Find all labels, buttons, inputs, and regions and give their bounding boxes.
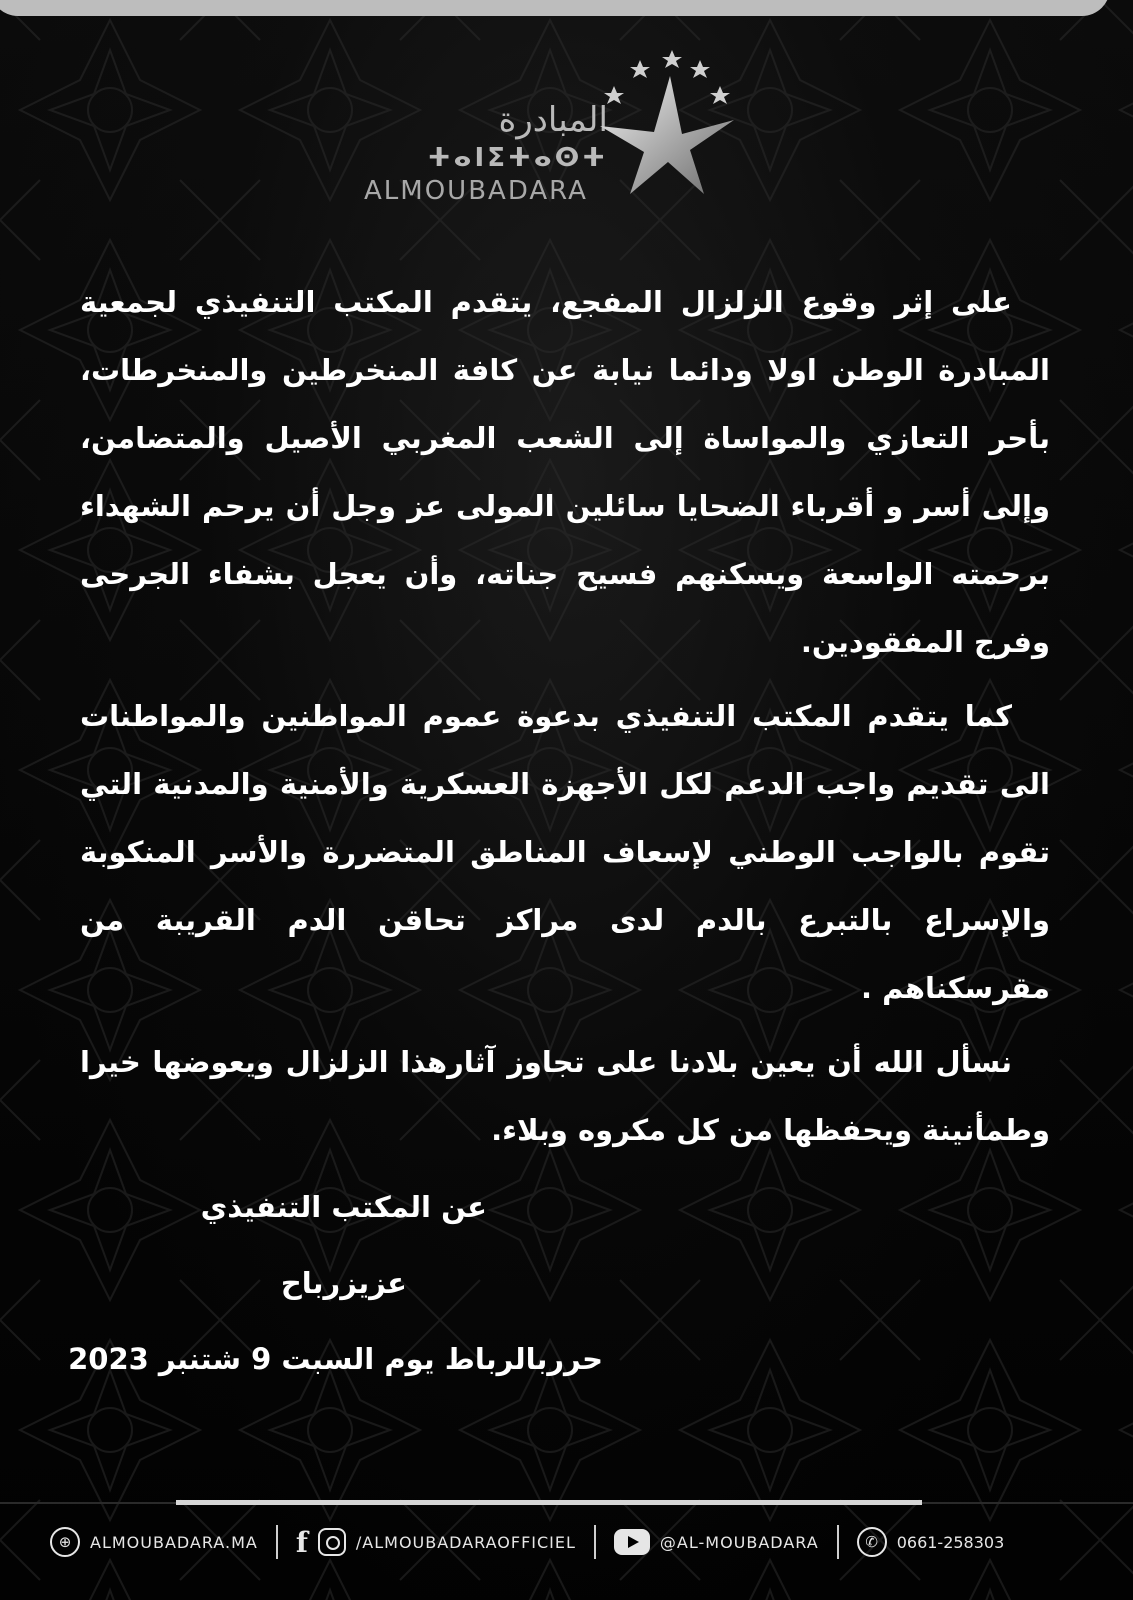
logo-latin-name: ALMOUBADARA <box>364 176 588 206</box>
star-icon <box>592 48 742 198</box>
phone-text: 0661-258303 <box>896 1532 1005 1552</box>
footer-separator <box>594 1525 596 1559</box>
signature-place-date: حرربالرباط يوم السبت 9 شتنبر 2023 <box>68 1342 603 1376</box>
footer-contacts <box>50 1520 1110 1564</box>
phone-icon: ✆ <box>857 1527 887 1557</box>
almoubadara-logo <box>360 48 760 208</box>
footer-youtube[interactable] <box>614 1529 819 1555</box>
website-text: ALMOUBADARA.MA <box>90 1532 258 1552</box>
paragraph-prayer: نسأل الله أن يعين بلادنا على تجاوز آثارهذا الزلزال ويعوضها خيرا وطمأنينة ويحفظها من كل مكروه وبلاء. <box>80 1045 1050 1147</box>
footer-website[interactable] <box>50 1527 258 1557</box>
youtube-icon <box>614 1529 650 1555</box>
footer-divider-highlight <box>176 1500 922 1505</box>
logo-tifinagh-name: ⵜⴰⵏⵉⵜⴰⵙⵜ <box>427 143 608 173</box>
footer-phone[interactable] <box>857 1527 1005 1557</box>
signature-office: عن المكتب التنفيذي <box>200 1190 487 1224</box>
top-banner-edge <box>0 0 1110 16</box>
paragraph-condolences: على إثر وقوع الزلزال المفجع، يتقدم المكتب التنفيذي لجمعية المبادرة الوطن اولا ودائما نيابة عن كافة المنخرطين والمنخرطات، بأحر التعازي والمواساة إلى الشعب المغربي الأصيل والمتضامن، وإلى أسر و أقرباء الضحايا سائلين المولى عز وجل أن يرحم الشهداء برحمته الواسعة ويسكنهم فسيح جناته، وأن يعجل بشفاء الجرحى وفرج المفقودين. <box>80 285 1050 659</box>
footer-separator <box>276 1525 278 1559</box>
signature-name: عزيزرباح <box>280 1266 407 1300</box>
footer-social[interactable] <box>296 1526 576 1559</box>
instagram-icon <box>318 1528 346 1556</box>
logo-arabic-name: المبادرة <box>498 100 608 140</box>
social-handle-text: /ALMOUBADARAOFFICIEL <box>355 1532 576 1552</box>
footer-separator <box>837 1525 839 1559</box>
letter-body <box>80 268 1050 1170</box>
globe-icon: ⊕ <box>50 1527 80 1557</box>
youtube-handle-text: @AL-MOUBADARA <box>659 1532 819 1552</box>
facebook-icon: f <box>295 1525 308 1559</box>
paragraph-call-to-support: كما يتقدم المكتب التنفيذي بدعوة عموم المواطنين والمواطنات الى تقديم واجب الدعم لكل الأجهزة العسكرية والأمنية والمدنية التي تقوم بالواجب الوطني لإسعاف المناطق المتضررة والأسر المنكوبة والإسراع بالتبرع بالدم لدى مراكز تحاقن الدم القريبة من مقرسكناهم . <box>80 699 1050 1005</box>
